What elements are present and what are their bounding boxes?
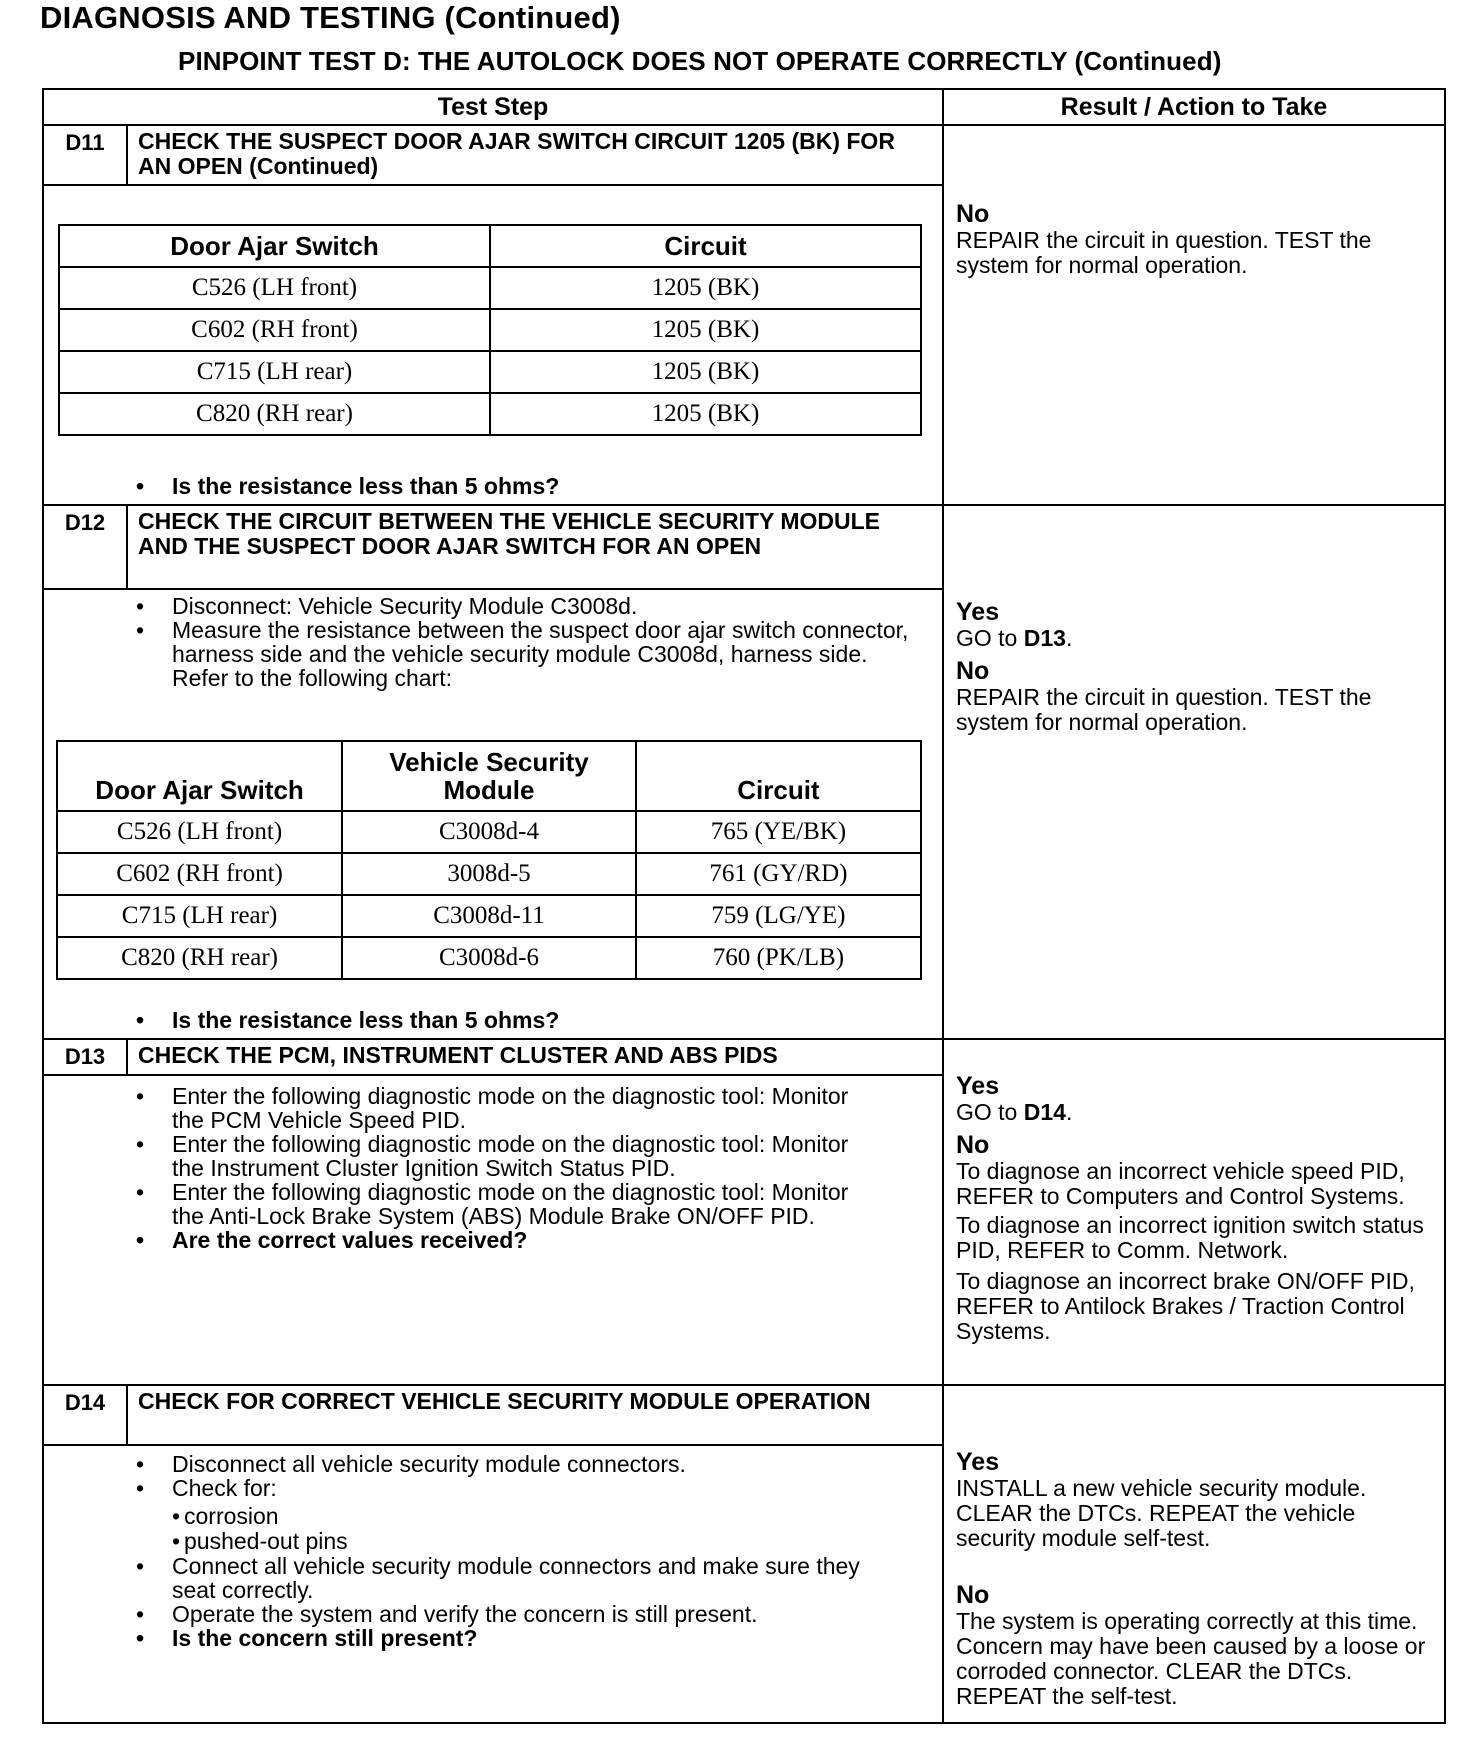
step-d14 bbox=[44, 1386, 1444, 1722]
table-cell: C602 (RH front) bbox=[59, 309, 490, 351]
table-cell: C602 (RH front) bbox=[57, 853, 342, 895]
table-row bbox=[57, 895, 921, 937]
step-instruction: • Enter the following diagnostic mode on the diagnostic tool: Monitor the Anti-Lock Brake System (ABS) Module Brake ON/OFF PID. bbox=[44, 1180, 882, 1228]
result-yes-end: . bbox=[1065, 625, 1073, 651]
result-yes-prefix: GO to bbox=[956, 1099, 1018, 1125]
test-step-header: Test Step bbox=[44, 90, 944, 126]
step-results bbox=[944, 1040, 1444, 1384]
next-step-ref: D13 bbox=[1023, 625, 1066, 651]
result-yes-label: Yes bbox=[956, 598, 1000, 626]
table-cell: C526 (LH front) bbox=[59, 267, 490, 309]
result-no-label: No bbox=[956, 1581, 990, 1609]
table-row bbox=[57, 811, 921, 853]
table-row bbox=[57, 853, 921, 895]
result-no-label: No bbox=[956, 657, 990, 685]
table-header-row bbox=[59, 225, 921, 267]
result-yes-text: INSTALL a new vehicle security module. CLEAR the DTCs. REPEAT the vehicle security module self-test. bbox=[956, 1475, 1367, 1551]
step-id: D13 bbox=[44, 1040, 128, 1074]
table-cell: C3008d-11 bbox=[342, 895, 636, 937]
table-header: Vehicle Security Module bbox=[342, 741, 636, 811]
table-cell: 761 (GY/RD) bbox=[636, 853, 921, 895]
step-d11 bbox=[44, 126, 1444, 506]
table-cell: 1205 (BK) bbox=[490, 309, 921, 351]
step-title-bar bbox=[44, 1040, 942, 1076]
step-instruction: • Connect all vehicle security module connectors and make sure they seat correctly. bbox=[44, 1554, 902, 1602]
table-header: Door Ajar Switch bbox=[59, 225, 490, 267]
step-id: D14 bbox=[44, 1386, 128, 1444]
table-cell: C715 (LH rear) bbox=[57, 895, 342, 937]
step-question: • Is the concern still present? bbox=[44, 1626, 902, 1650]
page-title: DIAGNOSIS AND TESTING (Continued) bbox=[40, 0, 621, 35]
result-no-text: REPAIR the circuit in question. TEST the system for normal operation. bbox=[956, 684, 1372, 735]
result-yes-text bbox=[956, 626, 1432, 651]
table-row bbox=[59, 351, 921, 393]
step-instruction: • Operate the system and verify the concern is still present. bbox=[44, 1602, 902, 1626]
table-header: Circuit bbox=[636, 741, 921, 811]
step-question: • Is the resistance less than 5 ohms? bbox=[44, 1008, 1052, 1032]
door-ajar-vsm-circuit-table bbox=[56, 740, 922, 980]
table-cell: 765 (YE/BK) bbox=[636, 811, 921, 853]
table-row bbox=[59, 309, 921, 351]
table-cell: 1205 (BK) bbox=[490, 393, 921, 435]
result-header: Result / Action to Take bbox=[944, 90, 1444, 126]
step-id: D11 bbox=[44, 126, 128, 184]
table-cell: 1205 (BK) bbox=[490, 351, 921, 393]
step-instruction: • Check for: bbox=[44, 1476, 902, 1500]
step-id: D12 bbox=[44, 506, 128, 588]
table-cell: C3008d-6 bbox=[342, 937, 636, 979]
table-cell: C3008d-4 bbox=[342, 811, 636, 853]
step-title: CHECK THE SUSPECT DOOR AJAR SWITCH CIRCUIT 1205 (BK) FOR AN OPEN (Continued) bbox=[138, 128, 895, 179]
step-title-bar bbox=[44, 1386, 942, 1446]
table-cell: 760 (PK/LB) bbox=[636, 937, 921, 979]
result-no-label: No bbox=[956, 1131, 990, 1159]
step-question: • Is the resistance less than 5 ohms? bbox=[44, 474, 1052, 498]
table-cell: C715 (LH rear) bbox=[59, 351, 490, 393]
result-no-text: The system is operating correctly at this time. Concern may have been caused by a loose or corroded connector. CLEAR the DTCs. REPEAT the self-test. bbox=[956, 1608, 1426, 1709]
table-cell: 759 (LG/YE) bbox=[636, 895, 921, 937]
result-yes-prefix: GO to bbox=[956, 625, 1018, 651]
table-cell: C820 (RH rear) bbox=[59, 393, 490, 435]
next-step-ref: D14 bbox=[1023, 1099, 1066, 1125]
step-title-bar bbox=[44, 506, 942, 590]
table-cell: 3008d-5 bbox=[342, 853, 636, 895]
step-title: CHECK THE PCM, INSTRUMENT CLUSTER AND ABS PIDS bbox=[138, 1042, 778, 1068]
table-cell: C820 (RH rear) bbox=[57, 937, 342, 979]
step-title: CHECK FOR CORRECT VEHICLE SECURITY MODULE OPERATION bbox=[138, 1388, 871, 1414]
result-no-text: To diagnose an incorrect ignition switch status PID, REFER to Comm. Network. bbox=[956, 1212, 1424, 1263]
step-instruction: • Measure the resistance between the suspect door ajar switch connector, harness side and the vehicle security module C3008d, harness side. Refer to the following chart: bbox=[44, 618, 922, 690]
test-title: PINPOINT TEST D: THE AUTOLOCK DOES NOT OPERATE CORRECTLY (Continued) bbox=[178, 46, 1222, 76]
step-question: • Are the correct values received? bbox=[44, 1228, 882, 1252]
step-title: CHECK THE CIRCUIT BETWEEN THE VEHICLE SECURITY MODULE AND THE SUSPECT DOOR AJAR SWITCH FOR AN OPEN bbox=[138, 508, 880, 559]
step-d13 bbox=[44, 1040, 1444, 1386]
result-yes-end: . bbox=[1065, 1099, 1073, 1125]
step-results bbox=[944, 126, 1444, 504]
table-row bbox=[59, 267, 921, 309]
table-row bbox=[59, 393, 921, 435]
table-cell: C526 (LH front) bbox=[57, 811, 342, 853]
table-cell: 1205 (BK) bbox=[490, 267, 921, 309]
result-no-text: To diagnose an incorrect brake ON/OFF PID, REFER to Antilock Brakes / Traction Control Systems. bbox=[956, 1268, 1415, 1344]
result-yes-label: Yes bbox=[956, 1448, 1000, 1476]
check-item: • corrosion bbox=[44, 1504, 902, 1529]
pinpoint-test-table bbox=[42, 88, 1446, 1724]
step-instruction: • Disconnect: Vehicle Security Module C3008d. bbox=[44, 594, 922, 618]
step-results bbox=[944, 506, 1444, 1038]
step-results bbox=[944, 1386, 1444, 1722]
step-title-bar bbox=[44, 126, 942, 186]
result-no-label: No bbox=[956, 200, 990, 228]
result-yes-label: Yes bbox=[956, 1072, 1000, 1100]
table-header-row bbox=[57, 741, 921, 811]
step-instruction: • Enter the following diagnostic mode on the diagnostic tool: Monitor the Instrument Cluster Ignition Switch Status PID. bbox=[44, 1132, 882, 1180]
result-no-text: To diagnose an incorrect vehicle speed PID, REFER to Computers and Control Systems. bbox=[956, 1158, 1405, 1209]
table-row bbox=[57, 937, 921, 979]
table-header: Door Ajar Switch bbox=[57, 741, 342, 811]
step-d12 bbox=[44, 506, 1444, 1040]
step-instruction: • Enter the following diagnostic mode on the diagnostic tool: Monitor the PCM Vehicle Speed PID. bbox=[44, 1084, 882, 1132]
result-no-text: REPAIR the circuit in question. TEST the system for normal operation. bbox=[956, 227, 1372, 278]
door-ajar-circuit-table bbox=[58, 224, 922, 436]
result-yes-text bbox=[956, 1100, 1432, 1125]
table-header: Circuit bbox=[490, 225, 921, 267]
step-instruction: • Disconnect all vehicle security module connectors. bbox=[44, 1452, 902, 1476]
check-item: • pushed-out pins bbox=[44, 1529, 902, 1554]
